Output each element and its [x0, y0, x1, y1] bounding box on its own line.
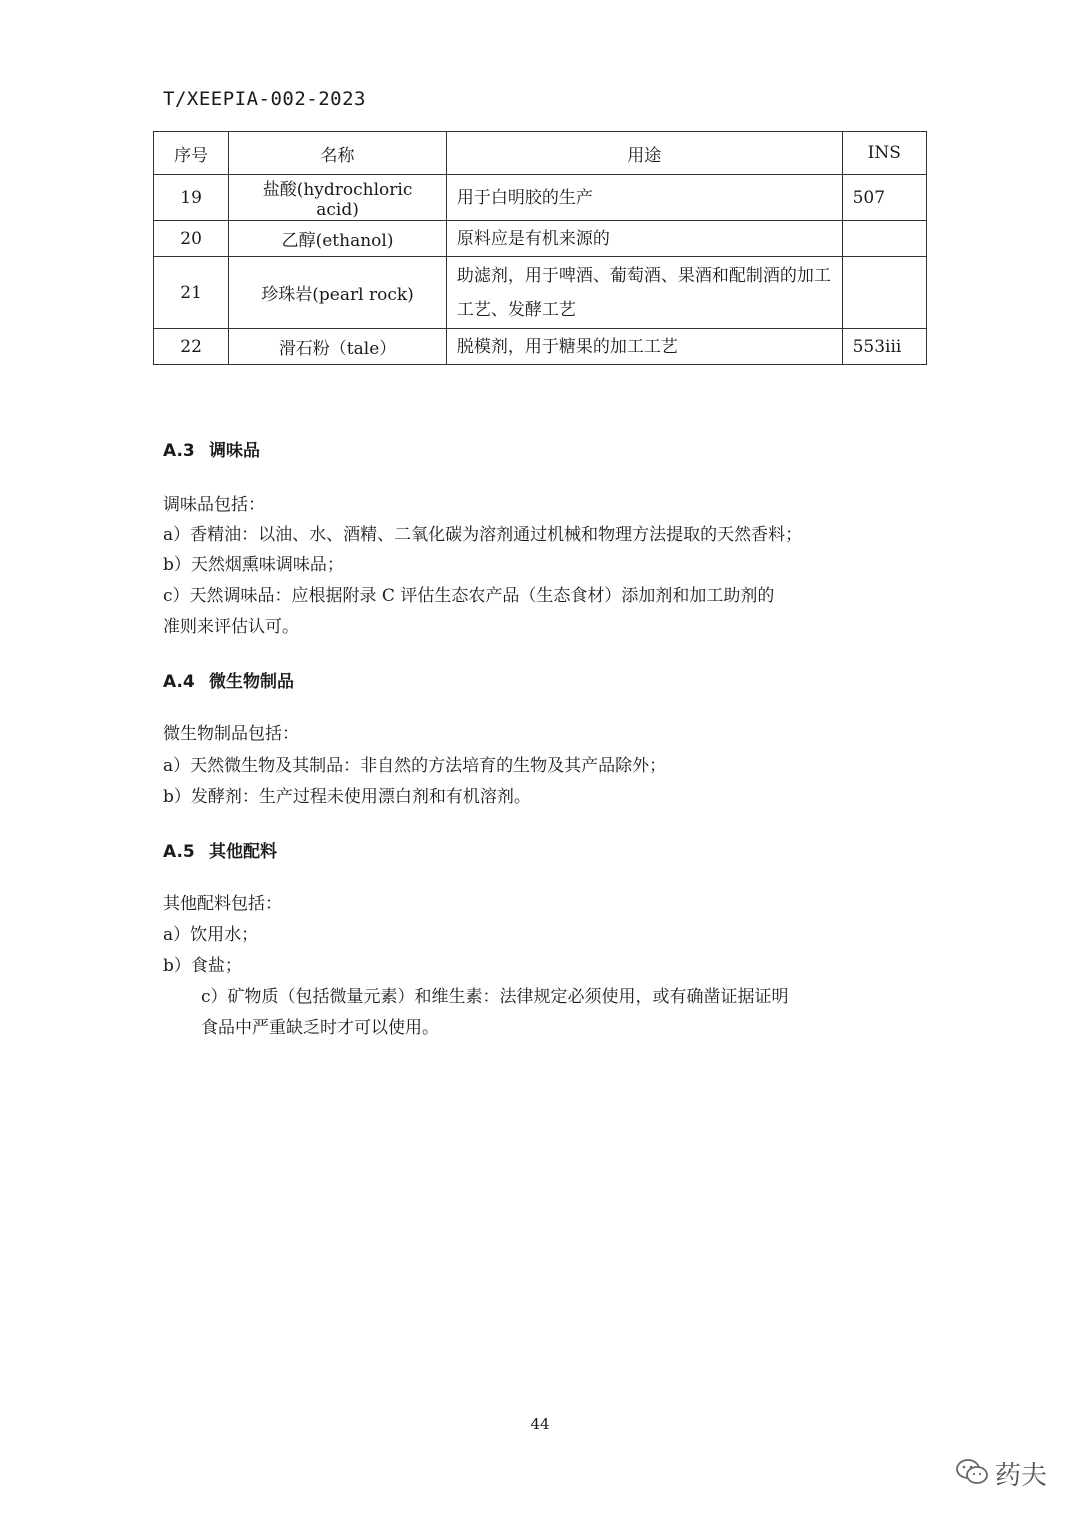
- cell-ins: 507: [842, 175, 926, 221]
- section-heading-a4: [163, 667, 294, 692]
- cell-ins: [842, 221, 926, 257]
- table-header-row: [154, 132, 927, 175]
- list-item: b）发酵剂：生产过程未使用漂白剂和有机溶剂。: [163, 787, 531, 807]
- list-item: c）天然调味品：应根据附录 C 评估生态农产品（生态食材）添加剂和加工助剂的: [163, 586, 775, 606]
- list-item-continuation: 准则来评估认可。: [163, 617, 299, 637]
- section-title: 调味品: [209, 441, 260, 461]
- header-use: 用途: [446, 132, 842, 175]
- list-item: c）矿物质（包括微量元素）和维生素：法律规定必须使用，或有确凿证据证明: [201, 987, 789, 1007]
- cell-name: 滑石粉（tale）: [229, 329, 447, 365]
- list-item: a）香精油：以油、水、酒精、二氧化碳为溶剂通过机械和物理方法提取的天然香料；: [163, 525, 803, 545]
- list-item: b）食盐；: [163, 956, 242, 976]
- section-intro: 调味品包括：: [163, 495, 265, 515]
- section-number: A.5: [163, 842, 195, 862]
- list-item: a）天然微生物及其制品：非自然的方法培育的生物及其产品除外；: [163, 756, 667, 776]
- cell-name: 盐酸(hydrochloric acid): [229, 175, 447, 221]
- wechat-icon: [955, 1458, 989, 1490]
- cell-no: 19: [154, 175, 229, 221]
- cell-no: 20: [154, 221, 229, 257]
- list-item: b）天然烟熏味调味品；: [163, 555, 344, 575]
- cell-ins: 553iii: [842, 329, 926, 365]
- page-number: 44: [530, 1415, 550, 1433]
- cell-use: 用于白明胶的生产: [446, 175, 842, 221]
- cell-use: 助滤剂，用于啤酒、葡萄酒、果酒和配制酒的加工工艺、发酵工艺: [446, 257, 842, 329]
- cell-use: 脱模剂，用于糖果的加工工艺: [446, 329, 842, 365]
- list-item-continuation: 食品中严重缺乏时才可以使用。: [201, 1018, 439, 1038]
- table-row: [154, 329, 927, 365]
- header-no: 序号: [154, 132, 229, 175]
- header-ins: INS: [842, 132, 926, 175]
- watermark: [955, 1455, 1047, 1492]
- cell-ins: [842, 257, 926, 329]
- cell-name: 珍珠岩(pearl rock): [229, 257, 447, 329]
- watermark-text: 药夫: [995, 1461, 1048, 1491]
- list-item: a）饮用水；: [163, 925, 259, 945]
- cell-no: 22: [154, 329, 229, 365]
- section-heading-a5: [163, 837, 277, 862]
- table-row: [154, 175, 927, 221]
- section-intro: 其他配料包括：: [163, 894, 282, 914]
- cell-use: 原料应是有机来源的: [446, 221, 842, 257]
- section-number: A.3: [163, 441, 195, 461]
- section-intro: 微生物制品包括：: [163, 724, 299, 744]
- additives-table: [153, 131, 927, 365]
- document-code: T/XEEPIA-002-2023: [163, 88, 366, 110]
- header-name: 名称: [229, 132, 447, 175]
- cell-no: 21: [154, 257, 229, 329]
- cell-name: 乙醇(ethanol): [229, 221, 447, 257]
- section-title: 其他配料: [209, 842, 277, 862]
- table-row: [154, 221, 927, 257]
- section-heading-a3: [163, 436, 260, 461]
- section-title: 微生物制品: [209, 672, 294, 692]
- table-row: [154, 257, 927, 329]
- section-number: A.4: [163, 672, 195, 692]
